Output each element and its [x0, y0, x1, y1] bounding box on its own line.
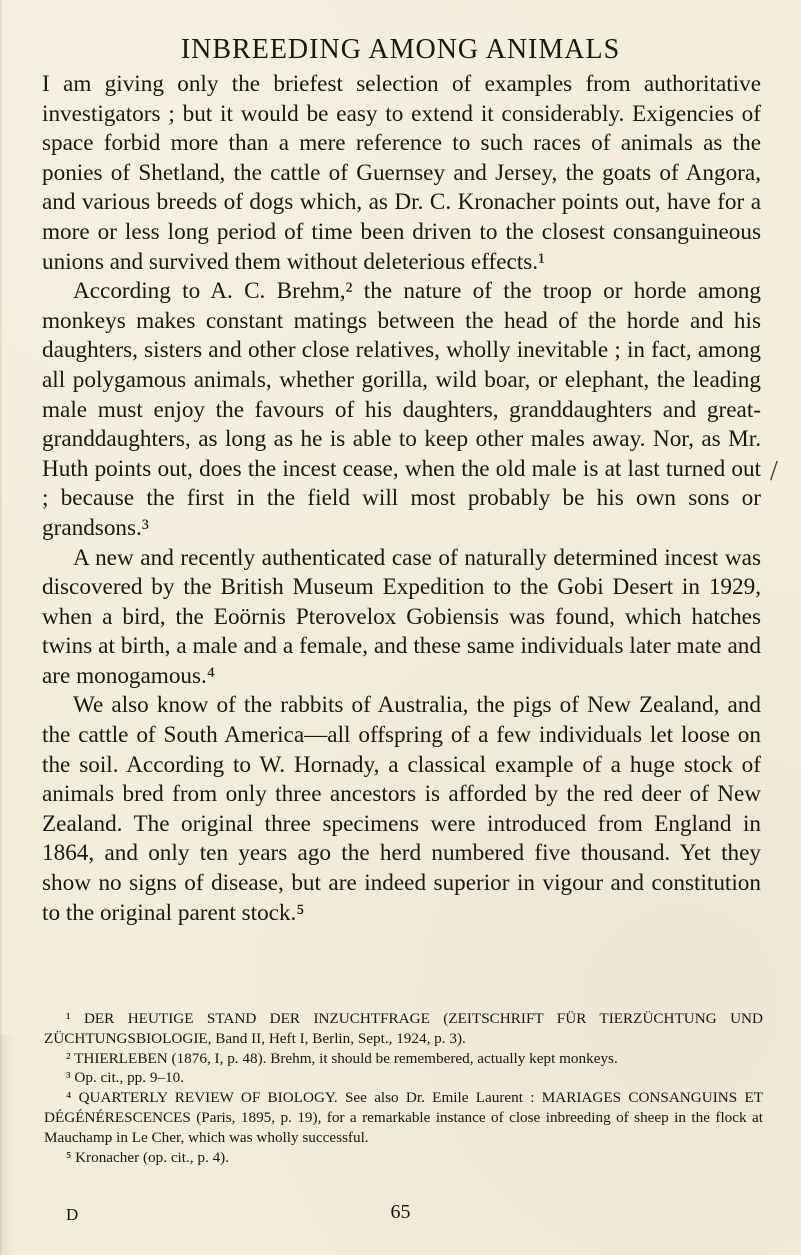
footnotes: [44, 1009, 763, 1167]
paragraph: A new and recently authenticated case of naturally determined incest was discovered by the British Museum Expedition to the Gobi Desert in 1929, when a bird, the Eoörnis Pterovelox Gobiensis was found, which hatches twins at birth, a male and a female, and these same individuals later mate and are monogamous.⁴: [42, 544, 761, 689]
signature-mark: D: [66, 1205, 79, 1224]
paragraph: According to A. C. Brehm,² the nature of the troop or horde among monkeys makes constant matings between the head of the horde and his daughters, sisters and other close relatives, wholly inevitable ; in fact, among all polygamous animals, whether gorilla, wild boar, or elephant, the leading male must enjoy the favours of his daughters, granddaughters and great-granddaughters, as long as he is able to keep other males away. Nor, as Mr. Huth points out, does the incest cease, when the old male is at last turned out ; because the first in the field will most probably be his own sons or grandsons.³: [42, 278, 761, 541]
footnote: ⁴ QUARTERLY REVIEW OF BIOLOGY. See also Dr. Emile Laurent : MARIAGES CONSANGUINS ET DÉGÉNÉRESCENCES (Paris, 1895, p. 19), for a remarkable instance of close inbreeding of sheep in the flock at Mauchamp in Le Cher, which was wholly successful.: [44, 1089, 763, 1146]
running-head: INBREEDING AMONG ANIMALS: [180, 34, 621, 65]
page-footer: [0, 1201, 801, 1229]
footnote: ¹ DER HEUTIGE STAND DER INZUCHTFRAGE (ZEITSCHRIFT FÜR TIERZÜCHTUNG UND ZÜCHTUNGSBIOLOGIE, Band II, Heft I, Berlin, Sept., 1924, p. 3).: [44, 1010, 763, 1047]
page-number: 65: [390, 1201, 411, 1223]
footnote: ³ Op. cit., pp. 9–10.: [66, 1069, 185, 1087]
footnote: ⁵ Kronacher (op. cit., p. 4).: [66, 1148, 230, 1166]
paragraph: We also know of the rabbits of Australia, the pigs of New Zealand, and the cattle of South America—all offspring of a few individuals let loose on the soil. According to W. Hornady, a classical example of a huge stock of animals bred from only three ancestors is afforded by the red deer of New Zealand. The original three specimens were introduced from England in 1864, and only ten years ago the herd numbered five thousand. Yet they show no signs of disease, but are indeed superior in vigour and constitution to the original parent stock.⁵: [42, 692, 761, 926]
paragraph: I am giving only the briefest selection of examples from authoritative investigators ; but it would be easy to extend it considerably. Exigencies of space forbid more than a mere reference to such races of animals as the ponies of Shetland, the cattle of Guernsey and Jersey, the goats of Angora, and various breeds of dogs which, as Dr. C. Kronacher points out, have for a more or less long period of time been driven to the closest consanguineous unions and survived them without deleterious effects.¹: [42, 71, 761, 275]
main-text: [42, 70, 761, 928]
footnote: ² THIERLEBEN (1876, I, p. 48). Brehm, it should be remembered, actually kept monkeys.: [66, 1049, 618, 1067]
margin-stroke: /: [770, 456, 778, 487]
margin-mark: [770, 456, 792, 486]
